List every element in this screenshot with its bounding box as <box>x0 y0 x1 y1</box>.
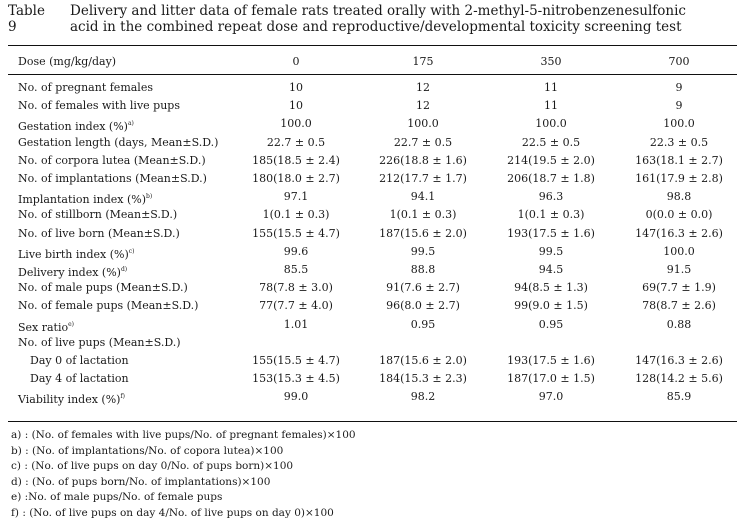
cell-dose-4: 85.9 <box>619 388 739 406</box>
cell-dose-2: 22.7 ± 0.5 <box>363 134 483 152</box>
row-label-text: No. of females with live pups <box>18 99 180 112</box>
header-dose-700: 700 <box>619 53 739 71</box>
cell-dose-1: 180(18.0 ± 2.7) <box>236 170 356 188</box>
cell-dose-4: 0.88 <box>619 316 739 334</box>
cell-dose-3: 97.0 <box>491 388 611 406</box>
table-row <box>8 188 737 206</box>
cell-dose-2: 184(15.3 ± 2.3) <box>363 370 483 388</box>
cell-dose-4: 69(7.7 ± 1.9) <box>619 279 739 297</box>
cell-dose-4: 100.0 <box>619 115 739 133</box>
table-row <box>8 261 737 279</box>
table-row <box>8 334 737 352</box>
cell-dose-1: 1(0.1 ± 0.3) <box>236 206 356 224</box>
header-rule <box>8 74 737 75</box>
row-label <box>18 134 218 152</box>
cell-dose-3: 11 <box>491 79 611 97</box>
row-label <box>18 152 206 170</box>
footnote-marker: b) <box>146 193 152 200</box>
cell-dose-2: 1(0.1 ± 0.3) <box>363 206 483 224</box>
cell-dose-1: 155(15.5 ± 4.7) <box>236 225 356 243</box>
cell-dose-1: 100.0 <box>236 115 356 133</box>
cell-dose-2: 88.8 <box>363 261 483 279</box>
table-row <box>8 316 737 334</box>
cell-dose-3: 193(17.5 ± 1.6) <box>491 225 611 243</box>
cell-dose-1: 155(15.5 ± 4.7) <box>236 352 356 370</box>
table-row <box>8 352 737 370</box>
bottom-rule <box>8 421 737 422</box>
cell-dose-4: 163(18.1 ± 2.7) <box>619 152 739 170</box>
cell-dose-1: 97.1 <box>236 188 356 206</box>
row-label <box>18 79 153 97</box>
row-label-text: No. of live pups (Mean±S.D.) <box>18 336 181 349</box>
cell-dose-3: 94(8.5 ± 1.3) <box>491 279 611 297</box>
table-row <box>8 297 737 315</box>
row-label-text: No. of female pups (Mean±S.D.) <box>18 299 198 312</box>
table-row <box>8 225 737 243</box>
footnote-b: b) : (No. of implantations/No. of copora lutea)×100 <box>11 444 356 460</box>
cell-dose-3: 11 <box>491 97 611 115</box>
cell-dose-4: 128(14.2 ± 5.6) <box>619 370 739 388</box>
cell-dose-2: 212(17.7 ± 1.7) <box>363 170 483 188</box>
row-label-text: No. of live born (Mean±S.D.) <box>18 227 180 240</box>
footnote-d: d) : (No. of pups born/No. of implantations)×100 <box>11 475 356 491</box>
table-header-row <box>8 53 737 71</box>
footnote-marker: a) <box>128 120 134 127</box>
row-label-text: Sex ratio <box>18 321 68 334</box>
cell-dose-3: 99.5 <box>491 243 611 261</box>
footnote-a: a) : (No. of females with live pups/No. of pregnant females)×100 <box>11 428 356 444</box>
cell-dose-3: 206(18.7 ± 1.8) <box>491 170 611 188</box>
footnote-f: f) : (No. of live pups on day 4/No. of live pups on day 0)×100 <box>11 506 356 521</box>
table-row <box>8 79 737 97</box>
cell-dose-1: 153(15.3 ± 4.5) <box>236 370 356 388</box>
cell-dose-4: 22.3 ± 0.5 <box>619 134 739 152</box>
row-label-text: Day 0 of lactation <box>30 354 129 367</box>
row-label-text: Gestation index (%) <box>18 120 128 133</box>
header-dose-350: 350 <box>491 53 611 71</box>
cell-dose-1: 10 <box>236 79 356 97</box>
cell-dose-4: 147(16.3 ± 2.6) <box>619 225 739 243</box>
cell-dose-3: 187(17.0 ± 1.5) <box>491 370 611 388</box>
cell-dose-1: 85.5 <box>236 261 356 279</box>
row-label-text: Implantation index (%) <box>18 193 146 206</box>
row-label-text: Delivery index (%) <box>18 266 121 279</box>
cell-dose-3: 214(19.5 ± 2.0) <box>491 152 611 170</box>
header-dose-label: Dose (mg/kg/day) <box>18 53 116 71</box>
cell-dose-2: 226(18.8 ± 1.6) <box>363 152 483 170</box>
table-row <box>8 115 737 133</box>
cell-dose-2: 12 <box>363 79 483 97</box>
cell-dose-2: 187(15.6 ± 2.0) <box>363 352 483 370</box>
cell-dose-2: 98.2 <box>363 388 483 406</box>
table-row <box>8 206 737 224</box>
cell-dose-4: 78(8.7 ± 2.6) <box>619 297 739 315</box>
cell-dose-1: 77(7.7 ± 4.0) <box>236 297 356 315</box>
table-row <box>8 170 737 188</box>
row-label <box>18 206 177 224</box>
row-label <box>18 388 125 409</box>
row-label-text: No. of stillborn (Mean±S.D.) <box>18 208 177 221</box>
cell-dose-1: 99.0 <box>236 388 356 406</box>
footnote-c: c) : (No. of live pups on day 0/No. of pups born)×100 <box>11 459 356 475</box>
cell-dose-1: 185(18.5 ± 2.4) <box>236 152 356 170</box>
cell-dose-1: 10 <box>236 97 356 115</box>
cell-dose-3: 96.3 <box>491 188 611 206</box>
row-label <box>18 279 188 297</box>
cell-dose-2: 99.5 <box>363 243 483 261</box>
cell-dose-2: 0.95 <box>363 316 483 334</box>
row-label-text: Day 4 of lactation <box>30 372 129 385</box>
table-title: Delivery and litter data of female rats treated orally with 2-methyl-5-nitrobenzenesulfonic acid in the combined repeat dose and reproductive/developmental toxicity screening test <box>70 3 710 35</box>
row-label-text: Gestation length (days, Mean±S.D.) <box>18 136 218 149</box>
top-rule <box>8 45 737 46</box>
footnote-marker: e) <box>68 321 74 328</box>
table-number: Table 9 <box>8 3 45 35</box>
row-label <box>18 334 181 352</box>
cell-dose-4: 9 <box>619 79 739 97</box>
row-label <box>18 297 198 315</box>
cell-dose-1: 22.7 ± 0.5 <box>236 134 356 152</box>
table-row <box>8 97 737 115</box>
cell-dose-3: 99(9.0 ± 1.5) <box>491 297 611 315</box>
header-dose-0: 0 <box>236 53 356 71</box>
footnote-e: e) :No. of male pups/No. of female pups <box>11 490 356 506</box>
row-label-text: No. of male pups (Mean±S.D.) <box>18 281 188 294</box>
cell-dose-4: 100.0 <box>619 243 739 261</box>
row-label <box>18 225 180 243</box>
footnotes <box>11 428 356 521</box>
cell-dose-2: 94.1 <box>363 188 483 206</box>
footnote-marker: c) <box>129 248 135 255</box>
cell-dose-3: 100.0 <box>491 115 611 133</box>
row-label <box>30 352 129 370</box>
row-label <box>30 370 129 388</box>
cell-dose-4: 0(0.0 ± 0.0) <box>619 206 739 224</box>
cell-dose-2: 100.0 <box>363 115 483 133</box>
cell-dose-4: 91.5 <box>619 261 739 279</box>
cell-dose-3: 1(0.1 ± 0.3) <box>491 206 611 224</box>
row-label <box>18 170 207 188</box>
table-row <box>8 134 737 152</box>
table-row <box>8 279 737 297</box>
cell-dose-3: 193(17.5 ± 1.6) <box>491 352 611 370</box>
cell-dose-2: 12 <box>363 97 483 115</box>
cell-dose-1: 1.01 <box>236 316 356 334</box>
row-label-text: Live birth index (%) <box>18 248 129 261</box>
cell-dose-4: 147(16.3 ± 2.6) <box>619 352 739 370</box>
cell-dose-3: 0.95 <box>491 316 611 334</box>
row-label-text: Viability index (%) <box>18 393 120 406</box>
table-row <box>8 370 737 388</box>
cell-dose-3: 22.5 ± 0.5 <box>491 134 611 152</box>
cell-dose-4: 161(17.9 ± 2.8) <box>619 170 739 188</box>
footnote-marker: f) <box>120 393 125 400</box>
cell-dose-3: 94.5 <box>491 261 611 279</box>
cell-dose-1: 78(7.8 ± 3.0) <box>236 279 356 297</box>
cell-dose-4: 9 <box>619 97 739 115</box>
footnote-marker: d) <box>121 266 127 273</box>
cell-dose-2: 187(15.6 ± 2.0) <box>363 225 483 243</box>
cell-dose-1: 99.6 <box>236 243 356 261</box>
row-label-text: No. of implantations (Mean±S.D.) <box>18 172 207 185</box>
table-row <box>8 388 737 406</box>
row-label-text: No. of pregnant females <box>18 81 153 94</box>
table-row <box>8 152 737 170</box>
row-label-text: No. of corpora lutea (Mean±S.D.) <box>18 154 206 167</box>
table-row <box>8 243 737 261</box>
cell-dose-4: 98.8 <box>619 188 739 206</box>
header-dose-175: 175 <box>363 53 483 71</box>
cell-dose-2: 96(8.0 ± 2.7) <box>363 297 483 315</box>
row-label <box>18 97 180 115</box>
cell-dose-2: 91(7.6 ± 2.7) <box>363 279 483 297</box>
